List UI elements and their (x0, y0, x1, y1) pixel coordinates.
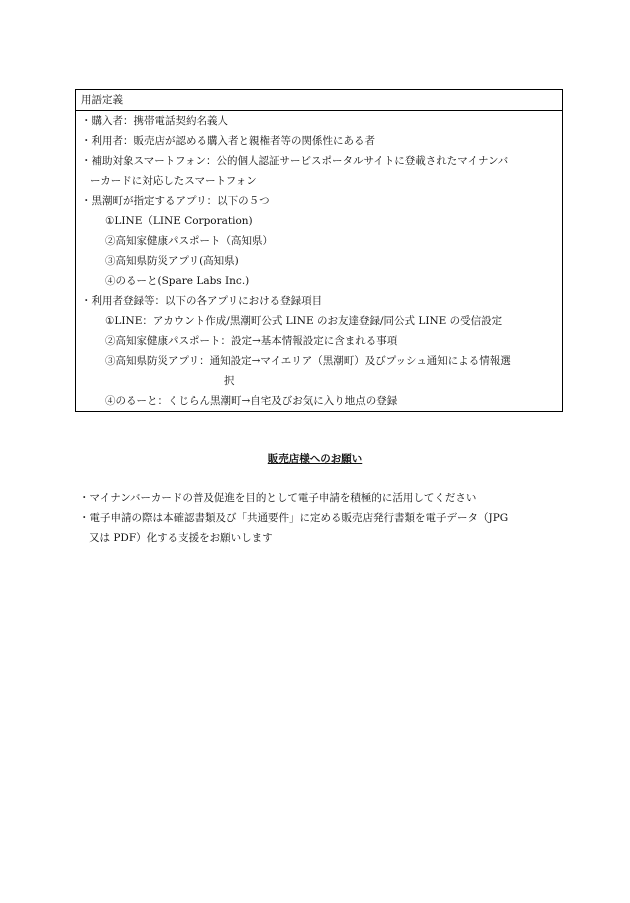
notice-list (79, 488, 559, 548)
notice-heading (0, 451, 630, 466)
registration-disaster-cont: 択 (224, 375, 235, 387)
definitions-title: 用語定義 (76, 90, 562, 111)
registration-noruto: ④のるーと：くじらん黒潮町→自宅及びお気に入り地点の登録 (105, 395, 398, 407)
definition-smartphone: ・補助対象スマートフォン：公的個人認証サービスポータルサイトに登載されたマイナンバ (81, 155, 509, 167)
notice-item: ・電子申請の際は本確認書類及び「共通要件」に定める販売店発行書類を電子データ（JPG (79, 512, 509, 524)
registration-health-passport: ②高知家健康パスポート：設定→基本情報設定に含まれる事項 (105, 335, 398, 347)
app-noruto: ④のるーと(Spare Labs Inc.) (105, 275, 250, 287)
app-line: ①LINE（LINE Corporation) (105, 215, 253, 227)
app-kochi-disaster: ③高知県防災アプリ(高知県) (105, 255, 239, 267)
notice-item: ・マイナンバーカードの普及促進を目的として電子申請を積極的に活用してください (79, 492, 477, 504)
definition-user: ・利用者：販売店が認める購入者と親権者等の関係性にある者 (81, 135, 375, 147)
definitions-body (76, 111, 562, 411)
definition-buyer: ・購入者：携帯電話契約名義人 (81, 115, 228, 127)
definition-apps: ・黒潮町が指定するアプリ：以下の５つ (81, 195, 270, 207)
notice-heading-text: 販売店様へのお願い (267, 453, 363, 465)
registration-line: ①LINE：アカウント作成/黒潮町公式 LINE のお友達登録/同公式 LINE の受信設定 (105, 315, 503, 327)
definition-registration: ・利用者登録等：以下の各アプリにおける登録項目 (81, 295, 323, 307)
registration-disaster: ③高知県防災アプリ：通知設定→マイエリア（黒潮町）及びプッシュ通知による情報選 (105, 355, 511, 367)
app-kochi-health-passport: ②高知家健康パスポート（高知県） (105, 235, 273, 247)
definitions-box (75, 89, 563, 412)
definition-smartphone-cont: ーカードに対応したスマートフォン (90, 175, 257, 187)
notice-item-cont: 又は PDF）化する支援をお願いします (89, 532, 273, 544)
